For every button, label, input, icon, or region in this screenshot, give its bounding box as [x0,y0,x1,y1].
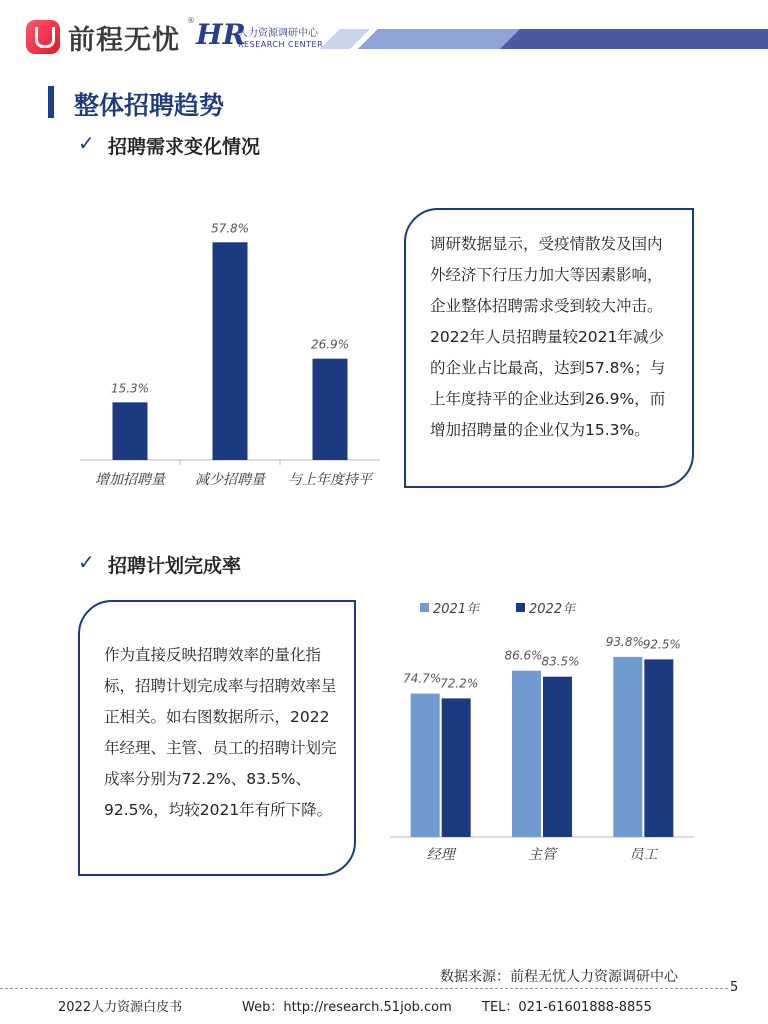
hr-subtitle-cn: 人力资源调研中心 [238,28,318,39]
section1-title: 招聘需求变化情况 [108,136,261,158]
category-label: 与上年度持平 [288,472,372,488]
bar [113,402,148,460]
data-label: 15.3% [110,381,150,396]
data-label: 83.5% [541,654,580,669]
bar [411,694,440,837]
brand-name: 前程无忧 [68,25,180,56]
data-label: 26.9% [310,337,350,352]
bar [512,671,541,837]
footer-tel: TEL：021-61601888-8855 [482,1000,652,1015]
registered-mark: ® [187,16,195,25]
chart-recruitment-demand [70,200,400,500]
checkmark-icon: ✓ [78,131,95,155]
page-title: 整体招聘趋势 [74,91,225,120]
bar [644,659,673,837]
data-label: 72.2% [440,676,479,691]
data-label: 57.8% [210,221,250,236]
bar [543,677,572,837]
data-label: 92.5% [642,637,681,652]
category-label: 增加招聘量 [95,472,165,488]
legend-swatch [516,603,525,612]
data-source: 数据来源：前程无忧人力资源调研中心 [440,969,678,985]
title-accent-bar [48,86,54,118]
section2-paragraph: 作为直接反映招聘效率的量化指标，招聘计划完成率与招聘效率呈正相关。如右图数据所示，2022年经理、主管、员工的招聘计划完成率分别为72.2%、83.5%、92.5%，均较2021年有所下降。 [104,646,337,819]
section2-title: 招聘计划完成率 [108,555,242,577]
hr-logo: HR [196,18,246,51]
bar [313,359,348,460]
data-label: 74.7% [403,671,442,686]
legend-swatch [420,603,429,612]
page-number: 5 [730,980,739,995]
data-label: 86.6% [504,648,543,663]
checkmark-icon: ✓ [78,550,95,574]
category-label: 主管 [528,847,556,863]
bar [442,698,471,837]
hr-subtitle-en: RESEARCH CENTER [238,40,324,49]
section2-text-box [78,600,356,876]
category-label: 员工 [629,847,658,863]
legend-label: 2022年 [529,602,576,617]
section1-paragraph: 调研数据显示，受疫情散发及国内外经济下行压力加大等因素影响，企业整体招聘需求受到较大冲击。2022年人员招聘量较2021年减少的企业占比最高，达到57.8%；与上年度持平的企业达到26.9%，而增加招聘量的企业仅为15.3%。 [430,235,666,439]
header-decor-bar [320,29,768,49]
data-label: 93.8% [605,634,644,649]
chart-plan-completion [384,594,704,874]
footer-web: Web：http://research.51job.com [242,1000,452,1015]
category-label: 经理 [426,847,455,863]
footer-book-title: 2022人力资源白皮书 [58,1000,183,1015]
category-label: 减少招聘量 [195,472,265,488]
section1-text-box [404,208,694,488]
bar [613,657,642,837]
brand-logo-icon [26,20,60,54]
page-header [0,0,768,60]
footer-divider [0,988,728,989]
legend-label: 2021年 [433,602,480,617]
bar [213,242,248,460]
